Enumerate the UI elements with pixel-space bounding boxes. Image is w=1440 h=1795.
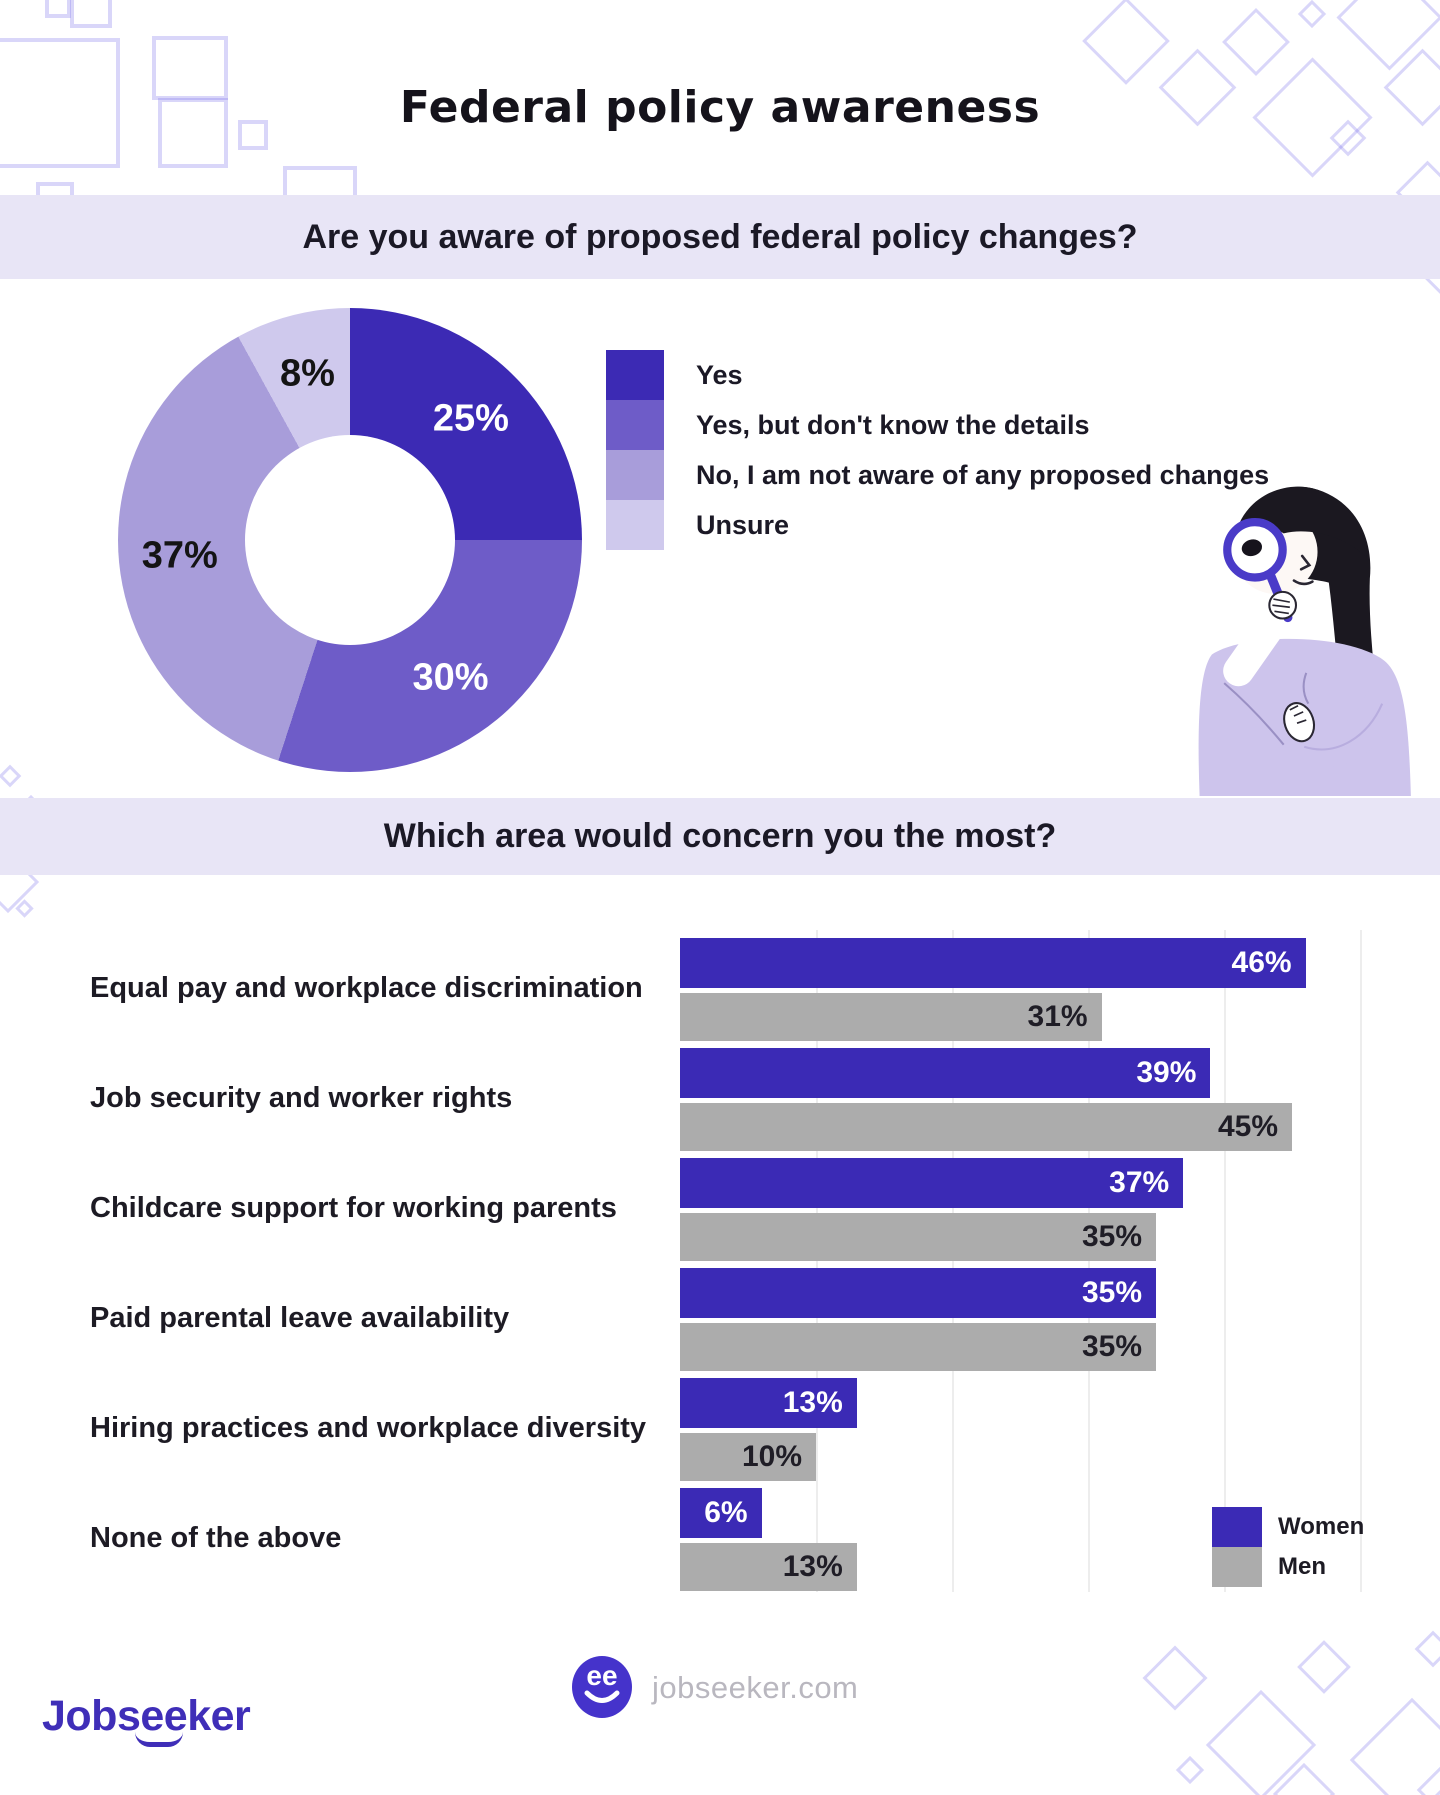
bar-legend-label: Women [1278,1513,1365,1540]
deco-diamond [1176,1756,1204,1784]
deco-diamond [1222,8,1290,76]
deco-diamond [1297,1640,1351,1694]
site-url: jobseeker.com [652,1670,859,1705]
category-label: Paid parental leave availability [90,1302,510,1334]
section-heading-awareness-text: Are you aware of proposed federal policy changes? [302,217,1138,256]
deco-diamond [1082,0,1170,85]
bar-women [680,1378,857,1428]
bar-group [0,936,1440,1041]
logo-text-ker: ker [187,1692,251,1740]
bar-women [680,1158,1183,1208]
jobseeker-logo [42,1692,250,1741]
bar-value-label: 39% [1136,1056,1197,1089]
donut-legend-row [606,400,1269,450]
donut-hole [245,435,455,645]
bar-value-label: 35% [1081,1330,1142,1363]
bar-group [0,1376,1440,1481]
donut-slice-label: 30% [412,656,489,699]
bar-legend-row [1212,1547,1364,1587]
section-heading-concern-text: Which area would concern you the most? [383,817,1057,855]
bar-men [680,993,1102,1041]
bar-women [680,938,1306,988]
deco-diamond [1415,1631,1440,1668]
deco-diamond [0,765,21,788]
section-heading-concern [0,798,1440,875]
deco-square [45,0,71,18]
logo-text-jobs: Jobs [42,1692,141,1740]
bar-legend-label: Men [1278,1553,1326,1580]
bar-women [680,1048,1210,1098]
donut-legend-swatch [606,500,664,550]
bar-value-label: 35% [1081,1276,1142,1309]
logo-smile-arc [135,1732,183,1747]
bar-value-label: 35% [1081,1220,1142,1253]
bar-group [0,1046,1440,1151]
donut-slice-label: 8% [280,352,335,395]
bar-men [680,1323,1156,1371]
bar-value-label: 31% [1027,1000,1088,1033]
bar-legend-swatch [1212,1507,1262,1547]
jobseeker-face-icon [570,1655,634,1719]
bar-legend-row [1212,1507,1364,1547]
bar-men [680,1213,1156,1261]
donut-legend-row [606,350,1269,400]
donut-legend-swatch [606,350,664,400]
donut-legend-label: No, I am not aware of any proposed changes [696,459,1270,490]
deco-diamond [1298,0,1326,28]
section-heading-awareness [0,195,1440,279]
bar-value-label: 37% [1109,1166,1170,1199]
bar-value-label: 45% [1217,1110,1278,1143]
woman-magnifier-illustration [1152,478,1440,796]
bar-group [0,1266,1440,1371]
category-label: Hiring practices and workplace diversity [90,1412,647,1444]
bar-chart-legend [1212,1507,1364,1587]
bar-men [680,1543,857,1591]
donut-legend-label: Unsure [696,509,790,540]
page-title: Federal policy awareness [399,82,1041,133]
bar-group [0,1156,1440,1261]
bar-men [680,1103,1292,1151]
bar-value-label: 13% [782,1386,843,1419]
donut-slice-label: 25% [432,397,509,440]
bar-value-label: 46% [1231,946,1292,979]
donut-legend-label: Yes [696,359,743,390]
category-label: Childcare support for working parents [90,1192,617,1224]
bar-value-label: 13% [782,1550,843,1583]
donut-slice-label: 37% [141,534,218,577]
donut-legend-swatch [606,450,664,500]
bar-women [680,1268,1156,1318]
icon-eyes-text: ee [586,1660,618,1691]
donut-legend-swatch [606,400,664,450]
category-label: Equal pay and workplace discrimination [90,972,643,1004]
donut-legend-label: Yes, but don't know the details [696,409,1090,440]
logo-text-ee: ee [140,1692,188,1740]
category-label: Job security and worker rights [90,1082,513,1114]
bar-value-label: 6% [704,1496,748,1529]
deco-square [70,0,112,28]
bar-legend-swatch [1212,1547,1262,1587]
bar-women [680,1488,762,1538]
bar-men [680,1433,816,1481]
category-label: None of the above [90,1522,342,1554]
bar-value-label: 10% [741,1440,802,1473]
deco-diamond [1142,1645,1207,1710]
